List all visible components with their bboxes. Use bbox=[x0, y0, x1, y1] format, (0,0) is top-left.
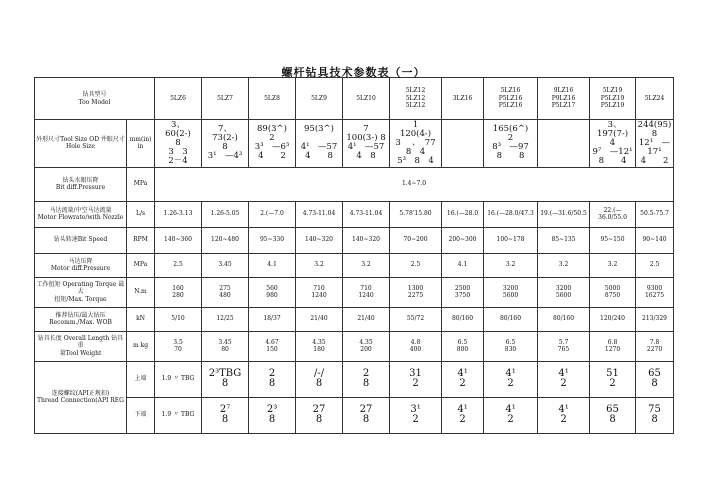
value-cell: 50.5-75.7 bbox=[636, 201, 674, 227]
thread-lower-value: 3¹ 2 bbox=[390, 397, 442, 433]
thread-lower-value: 65 8 bbox=[590, 397, 636, 433]
model-header-cell: 3LZ16 bbox=[442, 78, 484, 120]
value-cell: 7.8 2270 bbox=[636, 331, 674, 361]
value-cell: 5.78'15.80 bbox=[390, 201, 442, 227]
row-label: 马达压降 Motor diff.Pressure bbox=[35, 253, 127, 277]
unit-cell: L/s bbox=[127, 201, 155, 227]
thread-lower-value: 4¹ 2 bbox=[442, 397, 484, 433]
value-cell: 95~150 bbox=[590, 227, 636, 253]
row-label: 钻头水眼压降 Bit diff.Pressure bbox=[35, 167, 127, 201]
value-cell: 3.2 bbox=[484, 253, 538, 277]
merged-value-cell: 1.4~7.0 bbox=[155, 167, 674, 201]
value-cell: 12/25 bbox=[202, 307, 249, 331]
value-cell: 55/72 bbox=[390, 307, 442, 331]
value-cell: 140~320 bbox=[343, 227, 390, 253]
unit-cell: N.m bbox=[127, 277, 155, 307]
table-row bbox=[35, 120, 674, 168]
thread-upper-value: 65 8 bbox=[636, 361, 674, 397]
value-cell: 160 280 bbox=[155, 277, 202, 307]
thread-upper-value: 4¹ 2 bbox=[538, 361, 590, 397]
row-label: 钻具长度 Overall Length 钻具重 量Tool Weight bbox=[35, 331, 127, 361]
value-cell: 140~320 bbox=[296, 227, 343, 253]
unit-cell: RPM bbox=[127, 227, 155, 253]
value-cell: 2.5 bbox=[636, 253, 674, 277]
value-cell bbox=[442, 120, 484, 168]
value-cell: 710 1240 bbox=[296, 277, 343, 307]
value-cell: 100~178 bbox=[484, 227, 538, 253]
thread-upper-value: 4¹ 2 bbox=[442, 361, 484, 397]
value-cell: 4.73-11.04 bbox=[296, 201, 343, 227]
value-cell: 275 480 bbox=[202, 277, 249, 307]
row-label: 推荐钻压/最大钻压 Recomm./Max. WOB bbox=[35, 307, 127, 331]
model-header-cell: 5LZ24 bbox=[636, 78, 674, 120]
thread-upper-value: /-/ 8 bbox=[296, 361, 343, 397]
model-header-cell: 5LZ12 5LZ12 5LZ12 bbox=[390, 78, 442, 120]
value-cell: 89(3^) 2 3³ —6³ 4 2 bbox=[249, 120, 296, 168]
unit-cell: mm(in) in bbox=[127, 120, 155, 168]
table-row bbox=[35, 227, 674, 253]
value-cell: 4.1 bbox=[249, 253, 296, 277]
value-cell: 1300 2275 bbox=[390, 277, 442, 307]
table-row bbox=[35, 253, 674, 277]
value-cell: 3.45 80 bbox=[202, 331, 249, 361]
value-cell: 70~200 bbox=[390, 227, 442, 253]
model-header-cell: 5LZ6 bbox=[155, 78, 202, 120]
thread-upper-value: 4¹ 2 bbox=[484, 361, 538, 397]
thread-upper-value: 1.9 〃 TBG bbox=[155, 361, 202, 397]
thread-upper-value: 2³TBG 8 bbox=[202, 361, 249, 397]
value-cell: 120/240 bbox=[590, 307, 636, 331]
value-cell: 6.5 800 bbox=[442, 331, 484, 361]
header-label: 钻具型号 Too Model bbox=[35, 78, 155, 120]
row-label: 钻头转速Bit Speed bbox=[35, 227, 127, 253]
value-cell: 9300 16275 bbox=[636, 277, 674, 307]
value-cell: 213/329 bbox=[636, 307, 674, 331]
table-row bbox=[35, 277, 674, 307]
thread-lower-value: 1.9 〃 TBG bbox=[155, 397, 202, 433]
thread-lower-value: 2⁷ 8 bbox=[202, 397, 249, 433]
value-cell: 2500 3750 bbox=[442, 277, 484, 307]
value-cell: 5/10 bbox=[155, 307, 202, 331]
value-cell: 3.45 bbox=[202, 253, 249, 277]
value-cell: 5.7 765 bbox=[538, 331, 590, 361]
value-cell: 120~480 bbox=[202, 227, 249, 253]
thread-lower-value: 75 8 bbox=[636, 397, 674, 433]
value-cell: 5000 8750 bbox=[590, 277, 636, 307]
thread-upper-value: 2 8 bbox=[343, 361, 390, 397]
thread-upper-value: 31 2 bbox=[390, 361, 442, 397]
thread-lower-value: 2³ 8 bbox=[249, 397, 296, 433]
thread-upper-value: 51 2 bbox=[590, 361, 636, 397]
table-row bbox=[35, 201, 674, 227]
value-cell: 244(95) 8 12¹ —17¹ 4 2 bbox=[636, 120, 674, 168]
thread-lower-value: 4¹ 2 bbox=[484, 397, 538, 433]
thread-upper-value: 2 8 bbox=[249, 361, 296, 397]
value-cell: 560 980 bbox=[249, 277, 296, 307]
value-cell: 4.73-11.04 bbox=[343, 201, 390, 227]
value-cell: 80/160 bbox=[538, 307, 590, 331]
value-cell: 7、 73(2-) 8 3¹ —4³ bbox=[202, 120, 249, 168]
value-cell: 3.2 bbox=[296, 253, 343, 277]
table-row bbox=[35, 397, 674, 433]
model-header-cell: 5LZ19 P5LZ19 P5LZ19 bbox=[590, 78, 636, 120]
value-cell: 140~360 bbox=[155, 227, 202, 253]
value-cell: 18/37 bbox=[249, 307, 296, 331]
value-cell: 1.26-5.05 bbox=[202, 201, 249, 227]
value-cell: 3.2 bbox=[343, 253, 390, 277]
value-cell: 1 120(4-) 3 、 77 8 4 5³ 8 4 bbox=[390, 120, 442, 168]
table-row bbox=[35, 307, 674, 331]
thread-lower-label: 下端 bbox=[127, 397, 155, 433]
value-cell: 4.35 180 bbox=[296, 331, 343, 361]
value-cell: 16.(—28.0/47.3 bbox=[484, 201, 538, 227]
thread-label: 连接螺纹(API正规扣) Thread Connection(API REG bbox=[35, 361, 127, 433]
value-cell: 6.5 830 bbox=[484, 331, 538, 361]
model-header-cell: 5LZ10 bbox=[343, 78, 390, 120]
value-cell: 95(3^) 4¹ —57 4 8 bbox=[296, 120, 343, 168]
value-cell: 3200 5600 bbox=[484, 277, 538, 307]
value-cell: 4.1 bbox=[442, 253, 484, 277]
thread-lower-value: 4¹ 2 bbox=[538, 397, 590, 433]
value-cell: 4.35 200 bbox=[343, 331, 390, 361]
table-row bbox=[35, 167, 674, 201]
value-cell: 4.67 150 bbox=[249, 331, 296, 361]
thread-upper-label: 上端 bbox=[127, 361, 155, 397]
thread-lower-value: 27 8 bbox=[343, 397, 390, 433]
value-cell: 80/160 bbox=[484, 307, 538, 331]
value-cell: 3、 60(2-) 8 3 3 2－4 bbox=[155, 120, 202, 168]
value-cell: 3.2 bbox=[590, 253, 636, 277]
table-row bbox=[35, 361, 674, 397]
table-row bbox=[35, 78, 674, 120]
value-cell: 85~135 bbox=[538, 227, 590, 253]
row-label: 马达流量/中空马达流量 Motor Flowrate/with Nozzle bbox=[35, 201, 127, 227]
model-header-cell: 9LZ16 P9LZ16 P5LZ17 bbox=[538, 78, 590, 120]
value-cell: 4.8 400 bbox=[390, 331, 442, 361]
model-header-cell: 5LZ16 P5LZ16 P5LZ16 bbox=[484, 78, 538, 120]
thread-lower-value: 27 8 bbox=[296, 397, 343, 433]
value-cell: 3、 197(7-) 4 9⁷ —12¹ 8 4 bbox=[590, 120, 636, 168]
value-cell: 19.(—31.6/50.5 bbox=[538, 201, 590, 227]
value-cell: 2.5 bbox=[390, 253, 442, 277]
value-cell: 2.(—7.0 bbox=[249, 201, 296, 227]
value-cell: 6.8 1270 bbox=[590, 331, 636, 361]
value-cell: 22.(—36.0/55.0 bbox=[590, 201, 636, 227]
value-cell: 165(6^) 2 8³ —97 8 8 bbox=[484, 120, 538, 168]
value-cell: 3.5 70 bbox=[155, 331, 202, 361]
unit-cell: kN bbox=[127, 307, 155, 331]
unit-cell: MPa bbox=[127, 253, 155, 277]
value-cell bbox=[538, 120, 590, 168]
unit-cell: MPa bbox=[127, 167, 155, 201]
table-title: 螺杆钻具技术参数表（一） bbox=[281, 66, 426, 79]
value-cell: 3200 5600 bbox=[538, 277, 590, 307]
row-label: 工作扭矩 Operating Torque 最大 扭矩/Max. Torque bbox=[35, 277, 127, 307]
value-cell: 21/40 bbox=[296, 307, 343, 331]
value-cell: 80/160 bbox=[442, 307, 484, 331]
value-cell: 21/40 bbox=[343, 307, 390, 331]
value-cell: 710 1240 bbox=[343, 277, 390, 307]
value-cell: 1.26-3.13 bbox=[155, 201, 202, 227]
value-cell: 2.5 bbox=[155, 253, 202, 277]
spec-table bbox=[34, 77, 674, 434]
value-cell: 3.2 bbox=[538, 253, 590, 277]
value-cell: 95~330 bbox=[249, 227, 296, 253]
unit-cell: m kg bbox=[127, 331, 155, 361]
value-cell: 16.(—28.0 bbox=[442, 201, 484, 227]
row-label: 外形尺寸Tool Size OD 井眼尺寸 Hole Size bbox=[35, 120, 127, 168]
table-row bbox=[35, 331, 674, 361]
model-header-cell: 5LZ9 bbox=[296, 78, 343, 120]
model-header-cell: 5LZ8 bbox=[249, 78, 296, 120]
value-cell: 200~300 bbox=[442, 227, 484, 253]
value-cell: 90~140 bbox=[636, 227, 674, 253]
model-header-cell: 5LZ7 bbox=[202, 78, 249, 120]
value-cell: 7 100(3-) 8 4¹ —57 4 8 bbox=[343, 120, 390, 168]
